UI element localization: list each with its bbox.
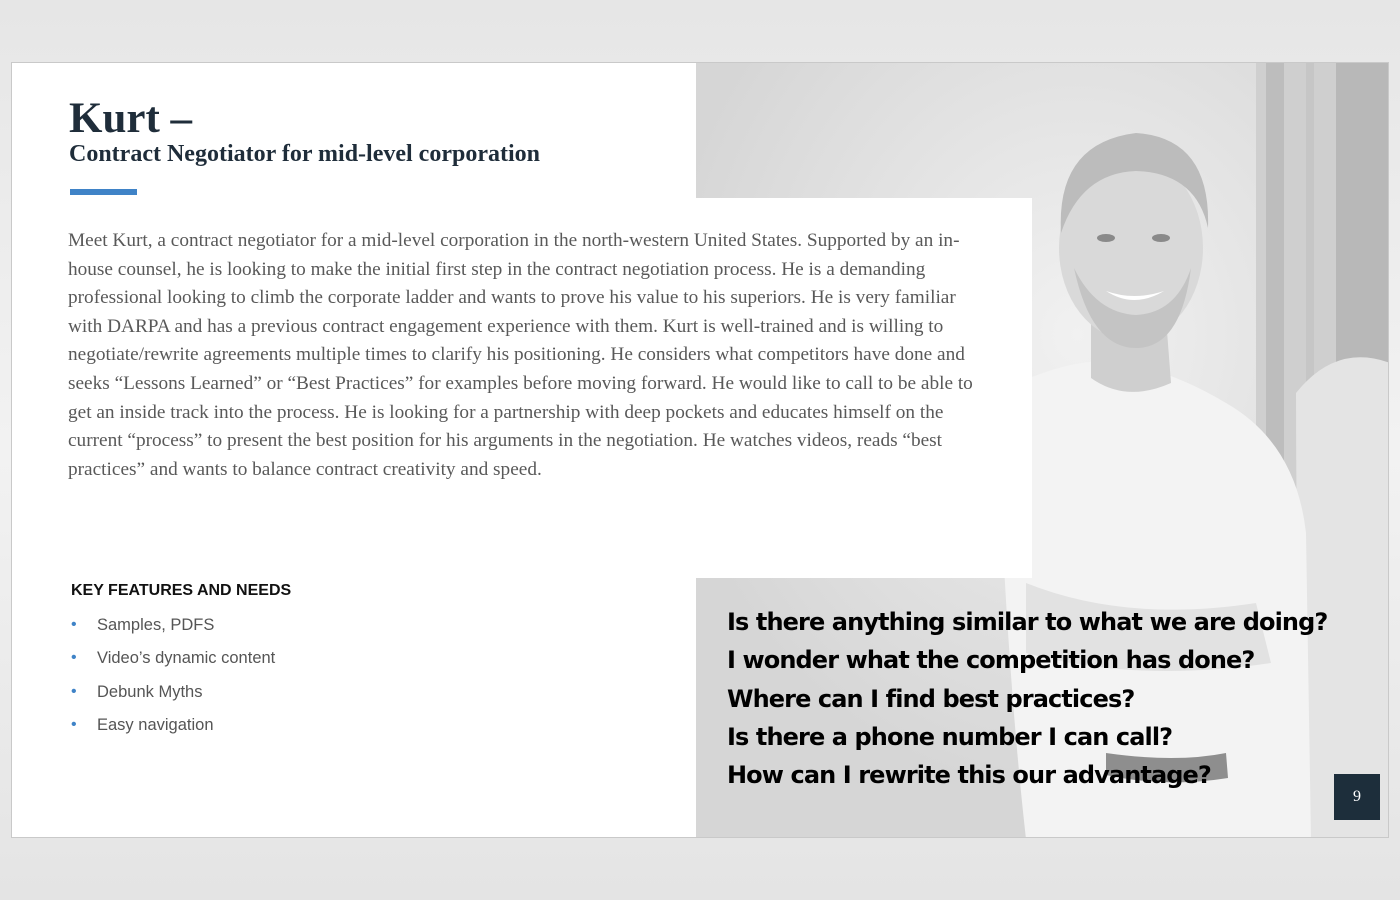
features-heading: KEY FEATURES AND NEEDS: [71, 582, 292, 599]
persona-description: Meet Kurt, a contract negotiator for a mid-level corporation in the north-western United States. Supported by an in-house counsel, he is looking to make the initial first step in the contract negotiation process. He is a demanding professional looking to climb the corporate ladder and wants to prove his value to his superiors. He is very familiar with DARPA and has a previous contract engagement experience with them. Kurt is well-trained and is willing to negotiate/rewrite agreements multiple times to clarify his positioning. He considers what competitors have done and seeks “Lessons Learned” or “Best Practices” for examples before moving forward. He would like to call to be able to get an inside track into the process. He is looking for a partnership with deep pockets and educates himself on the current “process” to present the best position for his arguments in the negotiation. He watches videos, reads “best practices” and wants to balance contract creativity and speed.: [68, 230, 973, 480]
question-line: How can I rewrite this our advantage?: [727, 761, 1211, 790]
slide-subtitle: Contract Negotiator for mid-level corporation: [69, 141, 540, 167]
slide: [11, 62, 1389, 838]
question-line: I wonder what the competition has done?: [727, 646, 1255, 675]
list-item: • Debunk Myths: [71, 680, 275, 713]
list-item: • Video’s dynamic content: [71, 646, 275, 679]
list-item: • Easy navigation: [71, 713, 275, 746]
slide-title: Kurt –: [69, 95, 193, 142]
list-item: • Samples, PDFS: [71, 613, 275, 646]
question-line: Is there a phone number I can call?: [727, 722, 1173, 751]
page-number-badge: 9: [1334, 774, 1380, 820]
title-accent-bar: [70, 189, 137, 195]
bullet-icon: •: [71, 616, 77, 633]
question-line: Where can I find best practices?: [727, 684, 1135, 713]
bullet-icon: •: [71, 682, 77, 700]
bullet-icon: •: [71, 649, 77, 667]
question-line: Is there anything similar to what we are doing?: [727, 608, 1328, 636]
bullet-icon: •: [71, 715, 77, 733]
features-list: [71, 613, 275, 746]
persona-questions: [727, 603, 1327, 794]
